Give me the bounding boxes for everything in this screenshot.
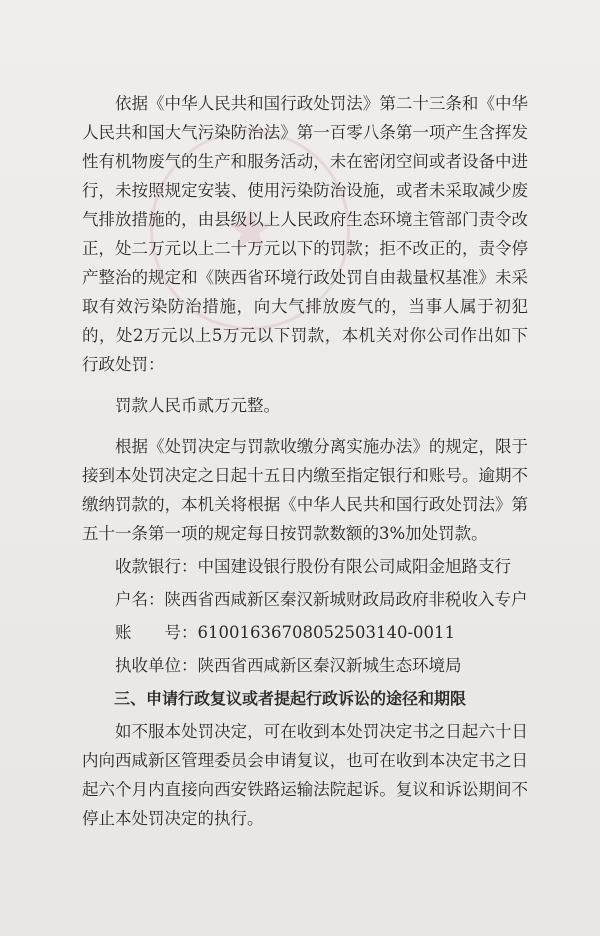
section-heading: 三、申请行政复议或者提起行政诉讼的途径和期限 [114, 689, 467, 708]
appeal-paragraph: 如不服本处罚决定，可在收到本处罚决定书之日起六十日内向西咸新区管理委员会申请复议，也可在收到本决定书之日起六个月内直接向西安铁路运输法院起诉。复议和诉讼期间不停止本处罚决定的执行。 [82, 722, 528, 828]
legal-basis-paragraph: 依据《中华人民共和国行政处罚法》第二十三条和《中华人民共和国大气污染防治法》第一百零八条第一项产生含挥发性有机物废气的生产和服务活动，未在密闭空间或者设备中进行，未按照规定安装、使用污染防治设施，或者未采取减少废气排放措施的，由县级以上人民政府生态环境主管部门责令改正，处二万元以上二十万元以下的罚款；拒不改正的，责令停产整治的规定和《陕西省环境行政处罚自由裁量权基准》未采取有效污染防治措施，向大气排放废气的，当事人属于初犯的，处2万元以上5万元以下罚款，本机关对你公司作出如下行政处罚： [82, 94, 528, 374]
seal-star-icon: ★ [223, 195, 277, 265]
bank-line: 收款银行：中国建设银行股份有限公司咸阳金旭路支行 [115, 557, 511, 576]
document-body [82, 89, 528, 833]
account-name-line: 户名：陕西省西咸新区秦汉新城财政局政府非税收入专户 [115, 590, 528, 609]
payment-instructions-paragraph: 根据《处罚决定与罚款收缴分离实施办法》的规定，限于接到本处罚决定之日起十五日内缴至指定银行和账号。逾期不缴纳罚款的，本机关将根据《中华人民共和国行政处罚法》第五十一条第一项的规定每日按罚款数额的3%加处罚款。 [82, 437, 528, 543]
account-number-line: 账 号：61001636708052503140-0011 [115, 623, 456, 642]
penalty-amount-line: 罚款人民币贰万元整。 [115, 396, 280, 415]
collecting-unit-line: 执收单位：陕西省西咸新区秦汉新城生态环境局 [115, 656, 462, 675]
